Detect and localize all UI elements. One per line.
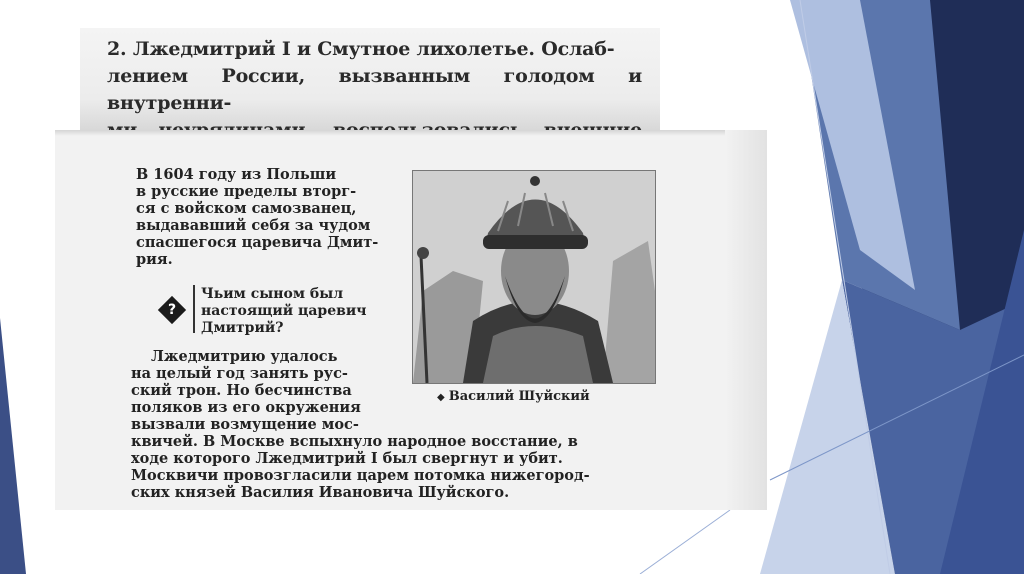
p3-line: ских князей Василия Ивановича Шуйского. [131, 484, 510, 501]
p2-line: поляков из его окружения [131, 399, 361, 416]
portrait-engraving [413, 171, 655, 383]
p1-line: ся с войском самозванец, [136, 200, 357, 217]
question-line: Чьим сыном был [201, 286, 344, 302]
question-line: Дмитрий? [201, 320, 284, 336]
portrait-image [412, 170, 656, 384]
portrait-caption [437, 389, 590, 404]
paragraph-1 [136, 166, 396, 268]
p2-line: Лжедмитрию удалось [151, 348, 338, 365]
section-title: 2. Лжедмитрий I и Смутное лихолетье. [107, 38, 535, 60]
scan-heading-block [80, 28, 660, 130]
caption-text: Василий Шуйский [448, 389, 590, 404]
question-text [201, 286, 401, 337]
p3-line: ходе которого Лжедмитрий I был свергнут и убит. [131, 450, 563, 467]
heading-line-2: лением России, вызванным голодом и внутренни- [107, 65, 642, 114]
p3-line: Москвичи провозгласили царем потомка нижегород- [131, 467, 590, 484]
scan-page [55, 130, 767, 510]
p1-line: рия. [136, 251, 173, 268]
p1-line: в русские пределы вторг- [136, 183, 357, 200]
paragraph-2 [131, 348, 407, 433]
p2-line: на целый год занять рус- [131, 365, 348, 382]
paragraph-3 [131, 433, 661, 501]
caption-marker: ◆ [437, 392, 445, 403]
thin-line-3 [640, 510, 730, 574]
heading-line-1: Ослаб- [541, 38, 615, 60]
question-line: настоящий царевич [201, 303, 367, 319]
question-diamond-icon: ? [158, 296, 186, 324]
p2-line: вызвали возмущение мос- [131, 416, 359, 433]
p2-line: ский трон. Но бесчинства [131, 382, 352, 399]
p3-line: квичей. В Москве вспыхнуло народное восстание, в [131, 433, 578, 450]
question-bar [193, 285, 195, 333]
p1-line: спасшегося царевича Дмит- [136, 234, 379, 251]
p1-line: выдававший себя за чудом [136, 217, 371, 234]
left-edge-shape [0, 318, 26, 574]
p1-line: В 1604 году из Польши [136, 166, 337, 183]
